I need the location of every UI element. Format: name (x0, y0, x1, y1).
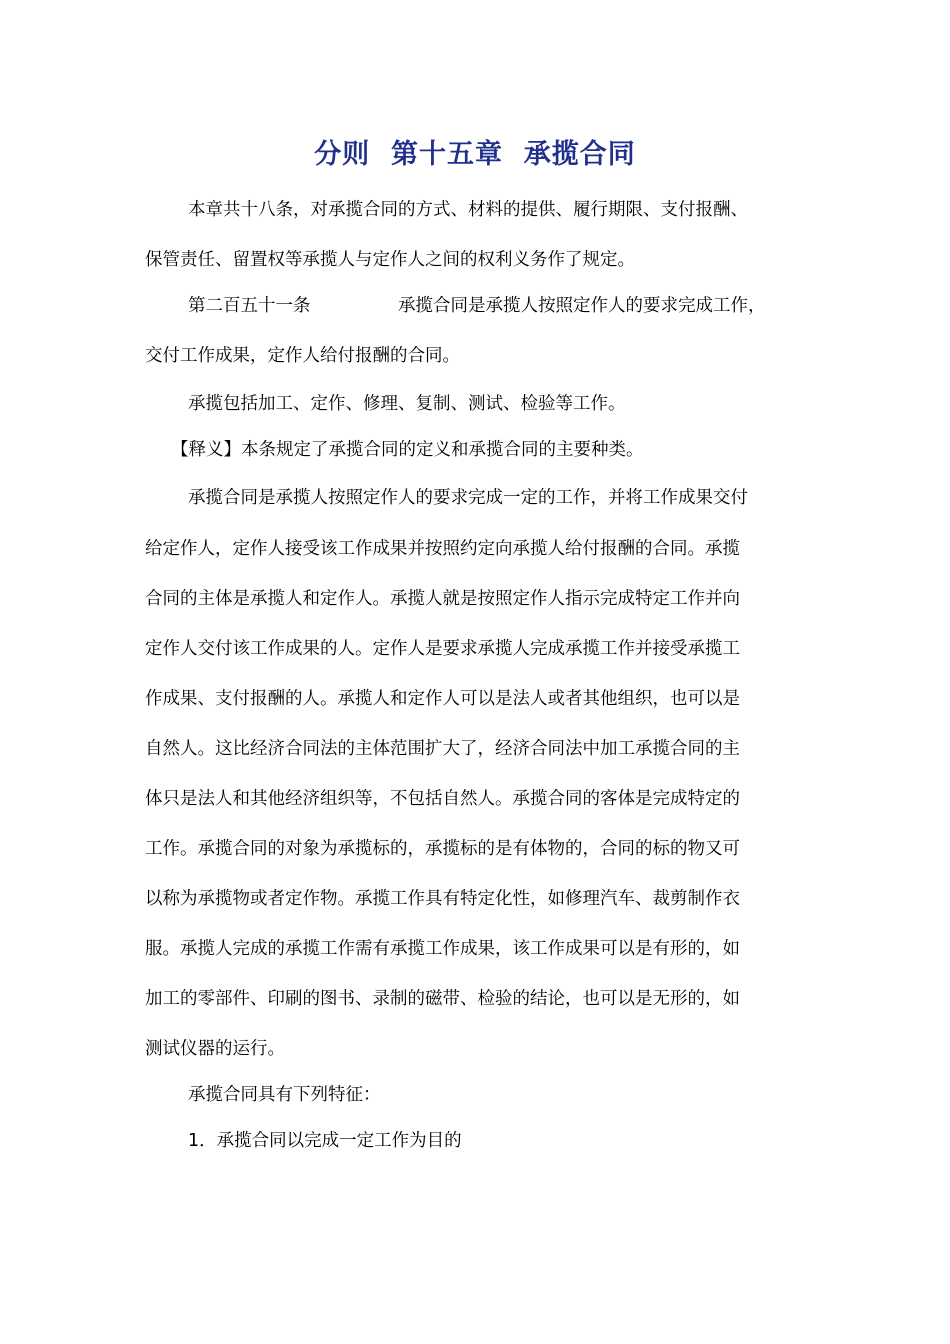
body-line: 定作人交付该工作成果的人。定作人是要求承揽人完成承揽工作并接受承揽工 (145, 639, 740, 659)
body-line: 作成果、支付报酬的人。承揽人和定作人可以是法人或者其他组织，也可以是 (145, 689, 740, 709)
body-line: 测试仪器的运行。 (145, 1039, 285, 1059)
body-line: 体只是法人和其他经济组织等，不包括自然人。承揽合同的客体是完成特定的 (145, 789, 740, 809)
scope-paragraph: 承揽包括加工、定作、修理、复制、测试、检验等工作。 (188, 394, 626, 414)
page-title: 分则 第十五章 承揽合同 (314, 139, 636, 170)
feature-item-text: 承揽合同以完成一定工作为目的 (216, 1131, 462, 1151)
body-line: 服。承揽人完成的承揽工作需有承揽工作成果，该工作成果可以是有形的，如 (145, 939, 740, 959)
feature-item-number: 1． (188, 1131, 217, 1151)
body-line: 合同的主体是承揽人和定作人。承揽人就是按照定作人指示完成特定工作并向 (145, 589, 740, 609)
intro-line-2: 保管责任、留置权等承揽人与定作人之间的权利义务作了规定。 (145, 250, 635, 270)
body-line: 工作。承揽合同的对象为承揽标的，承揽标的是有体物的，合同的标的物又可 (145, 839, 740, 859)
intro-line-1: 本章共十八条，对承揽合同的方式、材料的提供、履行期限、支付报酬、 (188, 200, 748, 220)
article-text-second: 交付工作成果，定作人给付报酬的合同。 (145, 346, 460, 366)
body-line: 给定作人，定作人接受该工作成果并按照约定向承揽人给付报酬的合同。承揽 (145, 539, 740, 559)
features-heading: 承揽合同具有下列特征： (188, 1085, 381, 1105)
body-line: 自然人。这比经济合同法的主体范围扩大了，经济合同法中加工承揽合同的主 (145, 739, 740, 759)
feature-item-1 (188, 1129, 462, 1153)
body-line: 承揽合同是承揽人按照定作人的要求完成一定的工作，并将工作成果交付 (188, 488, 748, 508)
interpretation-paragraph: 【释义】本条规定了承揽合同的定义和承揽合同的主要种类。 (171, 440, 644, 460)
body-line: 加工的零部件、印刷的图书、录制的磁带、检验的结论，也可以是无形的，如 (145, 989, 740, 1009)
body-line: 以称为承揽物或者定作物。承揽工作具有特定化性，如修理汽车、裁剪制作衣 (145, 889, 740, 909)
article-text-first: 承揽合同是承揽人按照定作人的要求完成工作， (398, 296, 766, 316)
article-number: 第二百五十一条 (188, 296, 311, 316)
